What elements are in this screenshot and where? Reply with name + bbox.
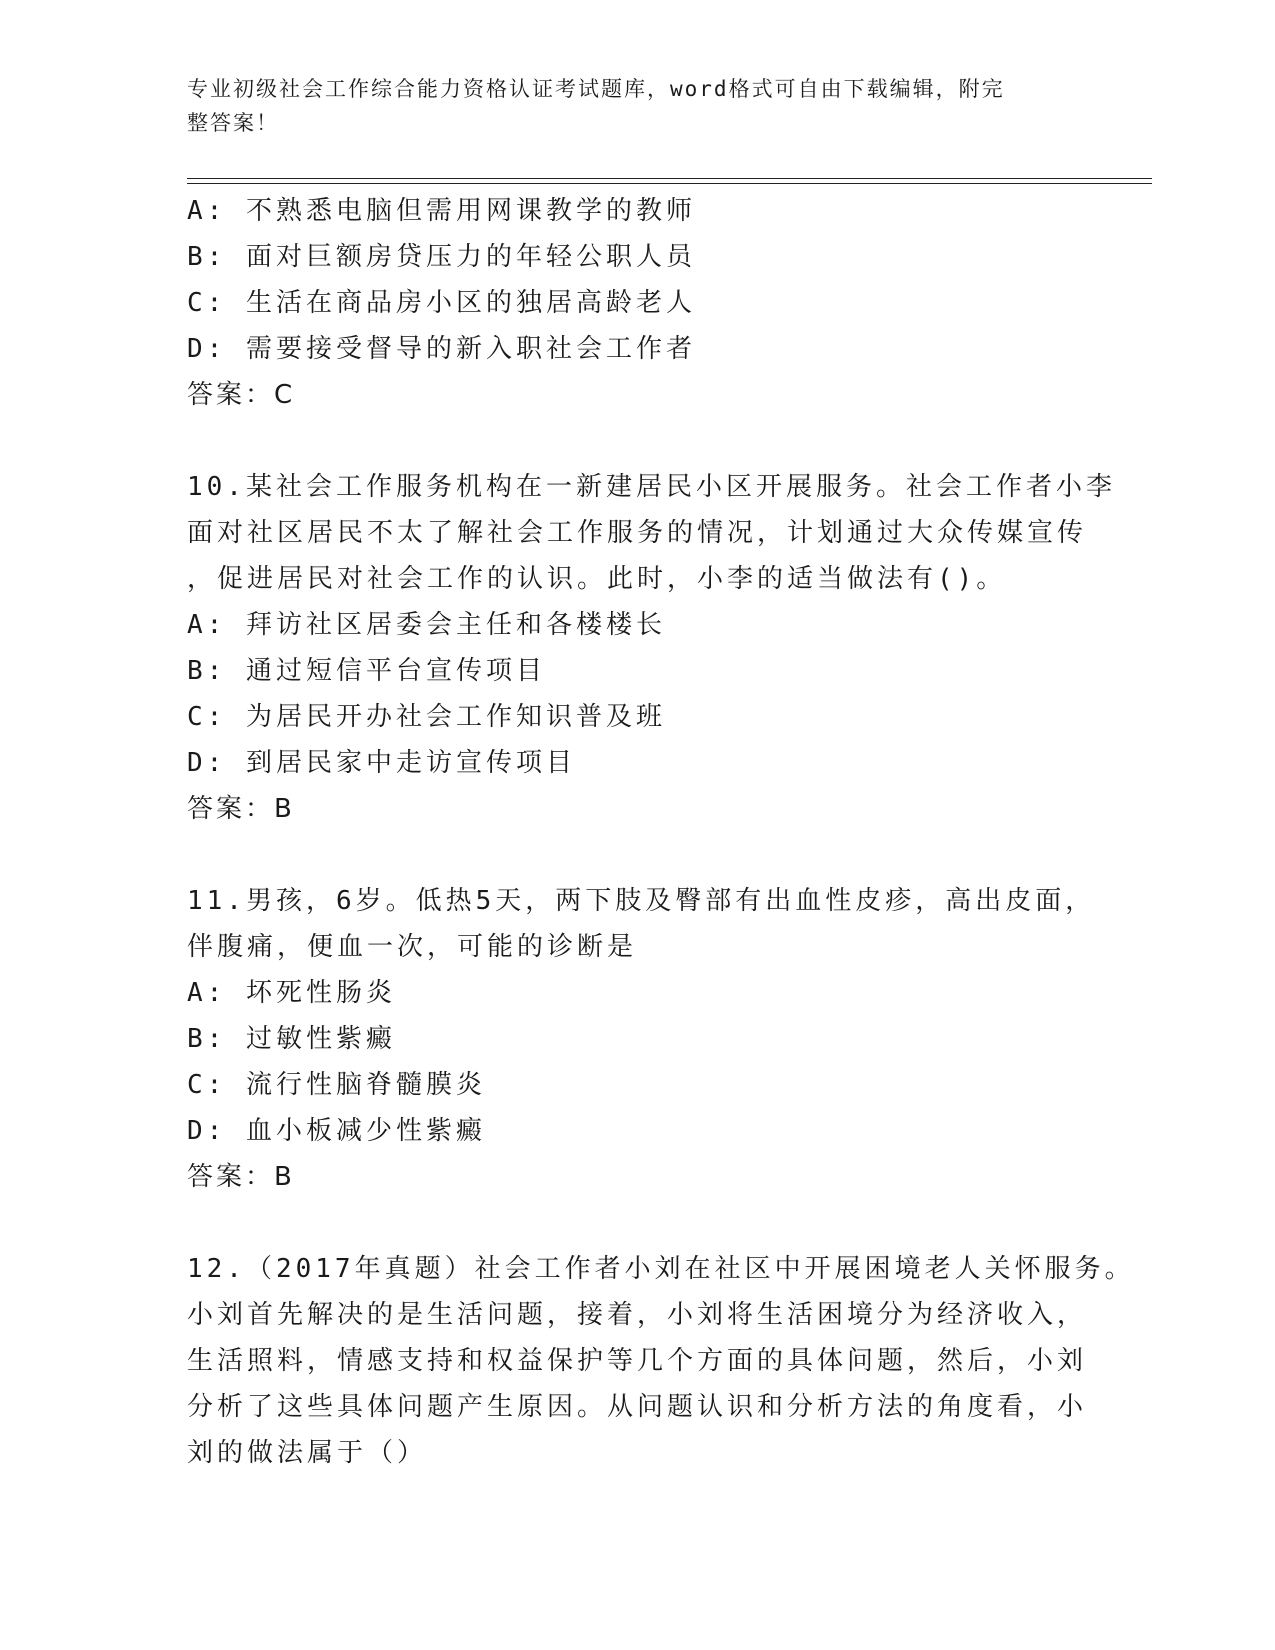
option-a: A: 拜访社区居委会主任和各楼楼长: [187, 610, 666, 640]
answer: 答案：C: [187, 380, 296, 410]
header-line-2: 整答案！: [187, 111, 279, 135]
question-stem-line: 面对社区居民不太了解社会工作服务的情况，计划通过大众传媒宣传: [187, 518, 1088, 548]
question-stem-line: 生活照料，情感支持和权益保护等几个方面的具体问题，然后，小刘: [187, 1346, 1088, 1376]
question-list: [187, 188, 1135, 1476]
header-divider-bottom: [187, 183, 1152, 184]
option-d: D: 到居民家中走访宣传项目: [187, 748, 576, 778]
option-d: D: 血小板减少性紫癜: [187, 1116, 486, 1146]
option-b: B: 通过短信平台宣传项目: [187, 656, 546, 686]
option-c: C: 为居民开办社会工作知识普及班: [187, 702, 666, 732]
option-a: A: 不熟悉电脑但需用网课教学的教师: [187, 196, 696, 226]
header-divider-top: [187, 178, 1152, 179]
option-c: C: 生活在商品房小区的独居高龄老人: [187, 288, 696, 318]
option-a: A: 坏死性肠炎: [187, 978, 396, 1008]
question-11: [187, 878, 1096, 1200]
header-line-1: 专业初级社会工作综合能力资格认证考试题库，word格式可自由下载编辑，附完: [187, 77, 1005, 101]
question-stem-line: 11.男孩，6岁。低热5天，两下肢及臀部有出血性皮疹，高出皮面，: [187, 886, 1096, 916]
question-stem-line: ，促进居民对社会工作的认识。此时，小李的适当做法有()。: [187, 564, 1007, 594]
question-9: [187, 188, 1087, 418]
question-10: [187, 464, 1116, 832]
option-c: C: 流行性脑脊髓膜炎: [187, 1070, 486, 1100]
question-stem-line: 刘的做法属于（）: [187, 1438, 428, 1468]
option-d: D: 需要接受督导的新入职社会工作者: [187, 334, 696, 364]
question-12: [187, 1246, 1135, 1476]
question-stem-line: 分析了这些具体问题产生原因。从问题认识和分析方法的角度看，小: [187, 1392, 1088, 1422]
answer: 答案：B: [187, 794, 295, 824]
option-b: B: 过敏性紫癜: [187, 1024, 396, 1054]
question-stem-line: 小刘首先解决的是生活问题，接着，小刘将生活困境分为经济收入，: [187, 1300, 1088, 1330]
document-header: [187, 72, 1067, 140]
option-b: B: 面对巨额房贷压力的年轻公职人员: [187, 242, 696, 272]
answer: 答案：B: [187, 1162, 295, 1192]
question-stem-line: 12.（2017年真题）社会工作者小刘在社区中开展困境老人关怀服务。: [187, 1254, 1135, 1284]
question-stem-line: 伴腹痛，便血一次，可能的诊断是: [187, 932, 638, 962]
question-stem-line: 10.某社会工作服务机构在一新建居民小区开展服务。社会工作者小李: [187, 472, 1116, 502]
